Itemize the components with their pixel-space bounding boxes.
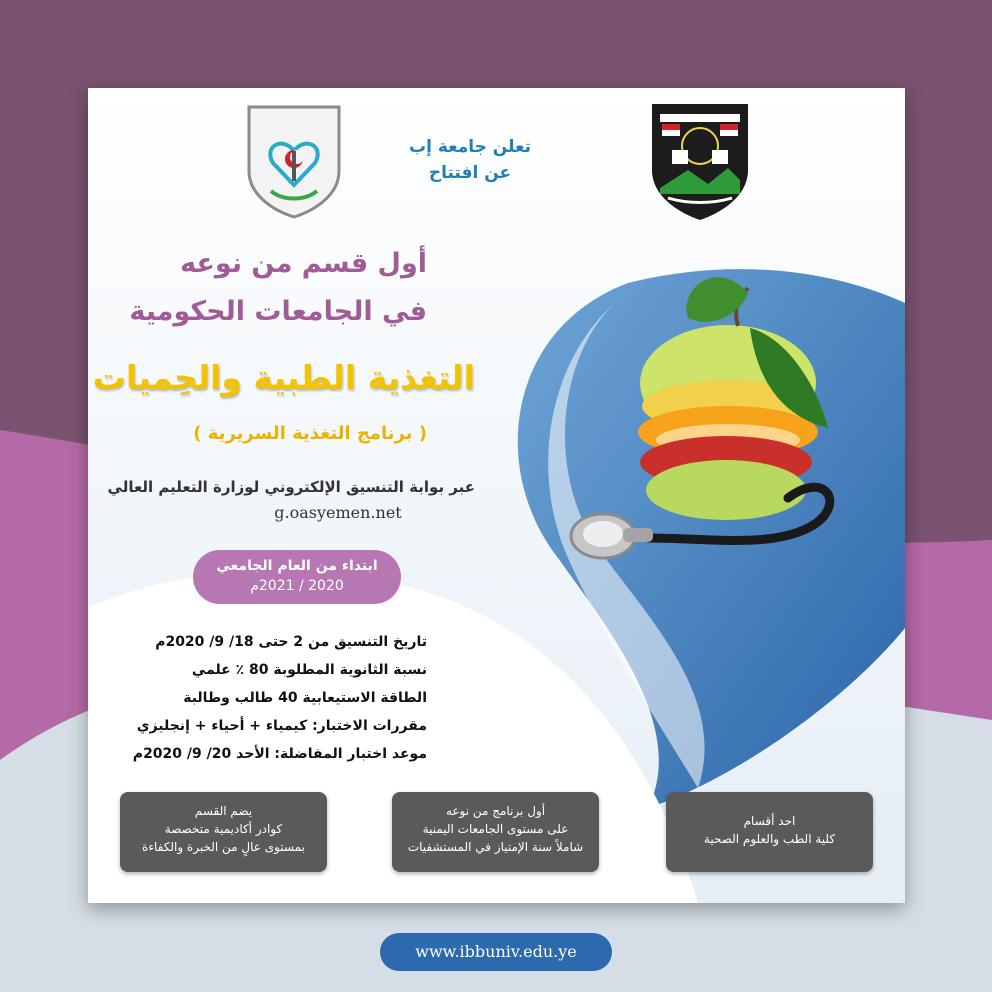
headline-line-1: أول قسم من نوعه (180, 248, 427, 279)
first-program-line-1: أول برنامج من نوعه (445, 804, 546, 818)
staff-box-line-3: بمستوى عالٍ من الخبرة والكفاءة (142, 840, 305, 854)
start-year-badge (193, 550, 401, 604)
poster-card (88, 88, 905, 903)
detail-item: نسبة الثانوية المطلوبة 80 ٪ علمي (191, 662, 427, 678)
detail-item: تاريخ التنسيق من 2 حتى 18/ 9/ 2020م (155, 634, 427, 650)
announcement-line-2: عن افتتاح (428, 163, 512, 183)
staff-box (120, 792, 327, 872)
start-year-label: ابتداء من العام الجامعي (216, 558, 378, 574)
website-link[interactable]: www.ibbuniv.edu.ye (380, 933, 612, 971)
department-title: التغذية الطبية والحِميات (92, 358, 475, 397)
first-program-line-3: شاملاً سنة الإمتياز في المستشفيات (407, 840, 584, 854)
faculty-box-line-2: كلية الطب والعلوم الصحية (703, 832, 836, 846)
start-year-value: 2020 / 2021م (250, 578, 344, 594)
details-list (133, 628, 427, 768)
portal-text: عبر بوابة التنسيق الإلكتروني لوزارة التعليم العالي (107, 478, 475, 496)
announcement-line-1: تعلن جامعة إب (408, 137, 532, 157)
faculty-logo-icon (243, 101, 345, 219)
faculty-box-line-1: احد أقسام (743, 814, 796, 828)
first-program-box (392, 792, 599, 872)
portal-url: g.oasyemen.net (274, 503, 402, 522)
staff-box-line-1: يضم القسم (194, 804, 253, 818)
university-logo-icon (648, 98, 752, 222)
announcement (360, 134, 580, 186)
detail-item: الطاقة الاستيعابية 40 طالب وطالبة (183, 690, 427, 706)
faculty-box (666, 792, 873, 872)
headline-line-2: في الجامعات الحكومية (129, 296, 427, 327)
detail-item: مقررات الاختبار: كيمياء + أحياء + إنجليزي (136, 718, 427, 734)
first-program-line-2: على مستوى الجامعات اليمنية (422, 822, 569, 836)
program-subtitle: ( برنامج التغذية السريرية ) (193, 423, 427, 444)
staff-box-line-2: كوادر أكاديمية متخصصة (164, 822, 283, 836)
detail-item: موعد اختبار المفاضلة: الأحد 20/ 9/ 2020م (132, 746, 427, 762)
